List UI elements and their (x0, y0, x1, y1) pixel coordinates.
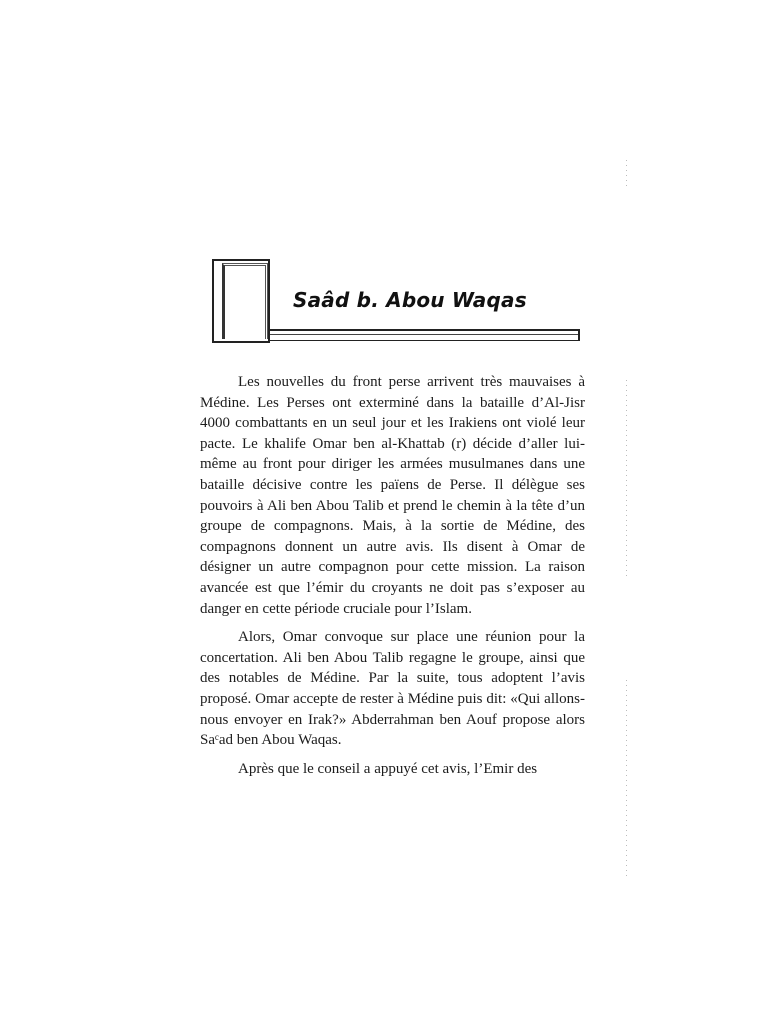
scan-artifact (626, 380, 627, 580)
chapter-ornament-rule (270, 329, 580, 341)
chapter-ornament-frame (212, 259, 270, 343)
scan-artifact (626, 680, 627, 880)
paragraph: Après que le conseil a appuyé cet avis, l’Emir des (238, 760, 538, 777)
body-text (200, 372, 585, 779)
paragraph: Alors, Omar convoque sur place une réunion pour la concertation. Ali ben Abou Talib regagne le groupe, ainsi que des notables de Médine. Par la suite, tous adoptent l’avis proposé. Omar accepte de rester à Médine puis dit: «Qui allons-nous envoyer en Irak?» Abderrahman ben Aouf propose alors Saᶜad ben Abou Waqas. (200, 629, 585, 749)
chapter-title: Saâd b. Abou Waqas (293, 288, 527, 312)
scan-artifact (626, 160, 627, 190)
paragraph: Les nouvelles du front perse arrivent très mauvaises à Médine. Les Perses ont exterminé dans la bataille d’Al-Jisr 4000 combattants en un seul jour et les Irakiens ont violé leur pacte. Le khalife Omar ben al-Khattab (r) décide d’aller lui-même au front pour diriger les armées musulmanes dans une bataille décisive contre les païens de Perse. Il délègue ses pouvoirs à Ali ben Abou Talib et prend le chemin à la tête d’un groupe de compagnons. Mais, à la sortie de Médine, des compagnons donnent un autre avis. Ils disent à Omar de désigner un autre compagnon pour cette mission. La raison avancée est que l’émir du croyants ne doit pas s’exposer au danger en cette période cruciale pour l’Islam. (200, 374, 585, 617)
